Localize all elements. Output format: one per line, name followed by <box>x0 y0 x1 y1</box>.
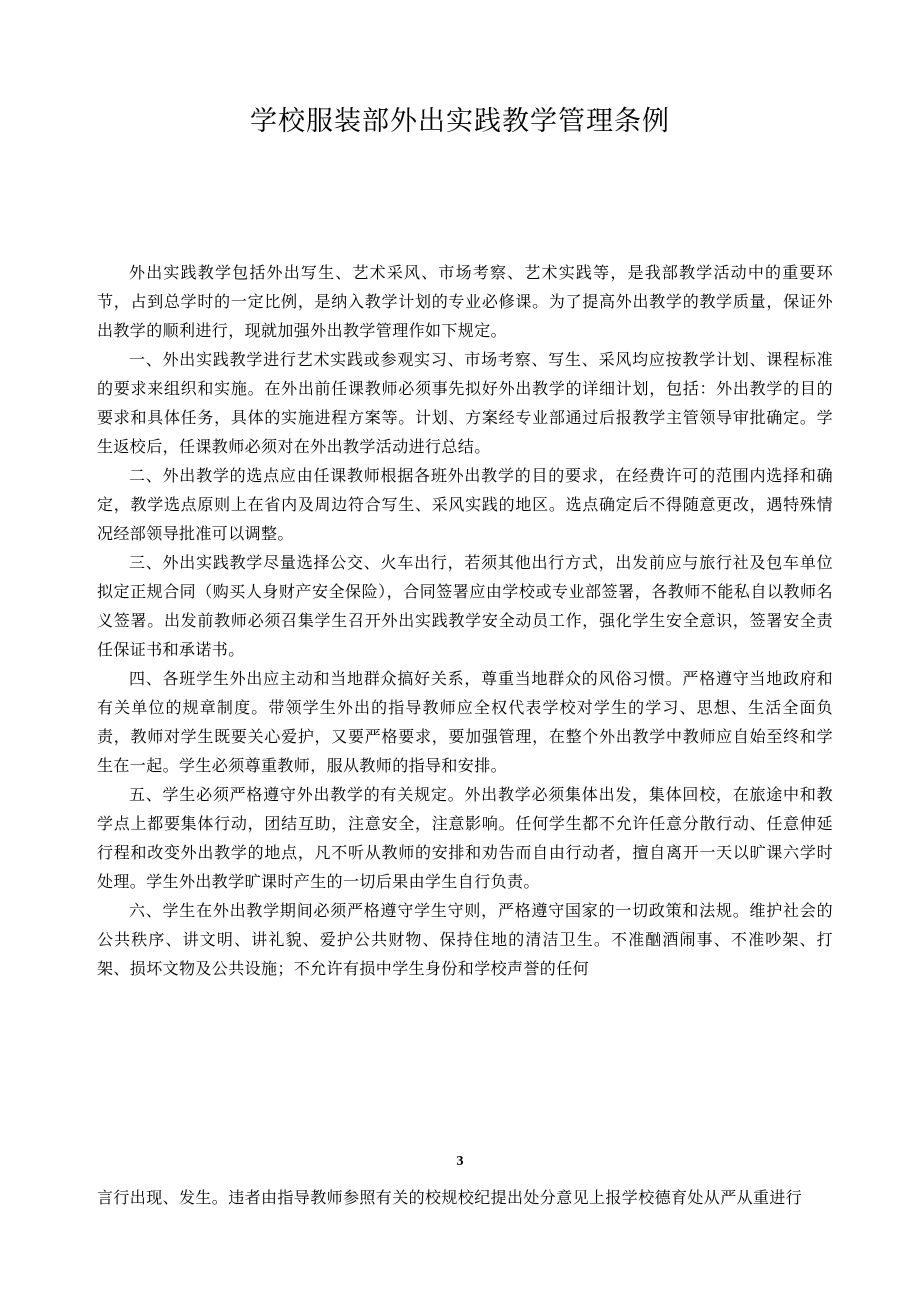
document-body <box>97 258 833 983</box>
paragraph-rule-1: 一、外出实践教学进行艺术实践或参观实习、市场考察、写生、采风均应按教学计划、课程标准的要求来组织和实施。在外出前任课教师必须事先拟好外出教学的详细计划，包括：外出教学的目的要求和具体任务，具体的实施进程方案等。计划、方案经专业部通过后报教学主管领导审批确定。学生返校后，任课教师必须对在外出教学活动进行总结。 <box>97 350 833 456</box>
paragraph-rule-5: 五、学生必须严格遵守外出教学的有关规定。外出教学必须集体出发，集体回校，在旅途中和教学点上都要集体行动，团结互助，注意安全，注意影响。任何学生都不允许任意分散行动、任意伸延行程和改变外出教学的地点，凡不听从教师的安排和劝告而自由行动者，擅自离开一天以旷课六学时处理。学生外出教学旷课时产生的一切后果由学生自行负责。 <box>97 785 833 891</box>
paragraph-rule-4: 四、各班学生外出应主动和当地群众搞好关系，尊重当地群众的风俗习惯。严格遵守当地政府和有关单位的规章制度。带领学生外出的指导教师应全权代表学校对学生的学习、思想、生活全面负责，教师对学生既要关心爱护，又要严格要求，要加强管理，在整个外出教学中教师应自始至终和学生在一起。学生必须尊重教师，服从教师的指导和安排。 <box>97 669 833 775</box>
document-title: 学校服装部外出实践教学管理条例 <box>250 106 670 137</box>
paragraph-intro: 外出实践教学包括外出写生、艺术采风、市场考察、艺术实践等，是我部教学活动中的重要环节，占到总学时的一定比例，是纳入教学计划的专业必修课。为了提高外出教学的教学质量，保证外出教学的顺利进行，现就加强外出教学管理作如下规定。 <box>97 263 833 340</box>
paragraph-rule-6: 六、学生在外出教学期间必须严格遵守学生守则，严格遵守国家的一切政策和法规。维护社会的公共秩序、讲文明、讲礼貌、爱护公共财物、保持住地的清洁卫生。不准酗酒闹事、不准吵架、打架、损坏文物及公共设施；不允许有损中学生身份和学校声誉的任何 <box>97 901 833 978</box>
paragraph-rule-3: 三、外出实践教学尽量选择公交、火车出行，若须其他出行方式，出发前应与旅行社及包车单位拟定正规合同（购买人身财产安全保险），合同签署应由学校或专业部签署，各教师不能私自以教师名义签署。出发前教师必须召集学生召开外出实践教学安全动员工作，强化学生安全意识，签署安全责任保证书和承诺书。 <box>97 553 833 659</box>
page-number: 3 <box>456 1154 464 1169</box>
paragraph-rule-2: 二、外出教学的选点应由任课教师根据各班外出教学的目的要求，在经费许可的范围内选择和确定，教学选点原则上在省内及周边符合写生、采风实践的地区。选点确定后不得随意更改，遇特殊情况经部领导批准可以调整。 <box>97 466 833 543</box>
continuation-line: 言行出现、发生。违者由指导教师参照有关的校规校纪提出处分意见上报学校德育处从严从重进行 <box>97 1188 803 1207</box>
